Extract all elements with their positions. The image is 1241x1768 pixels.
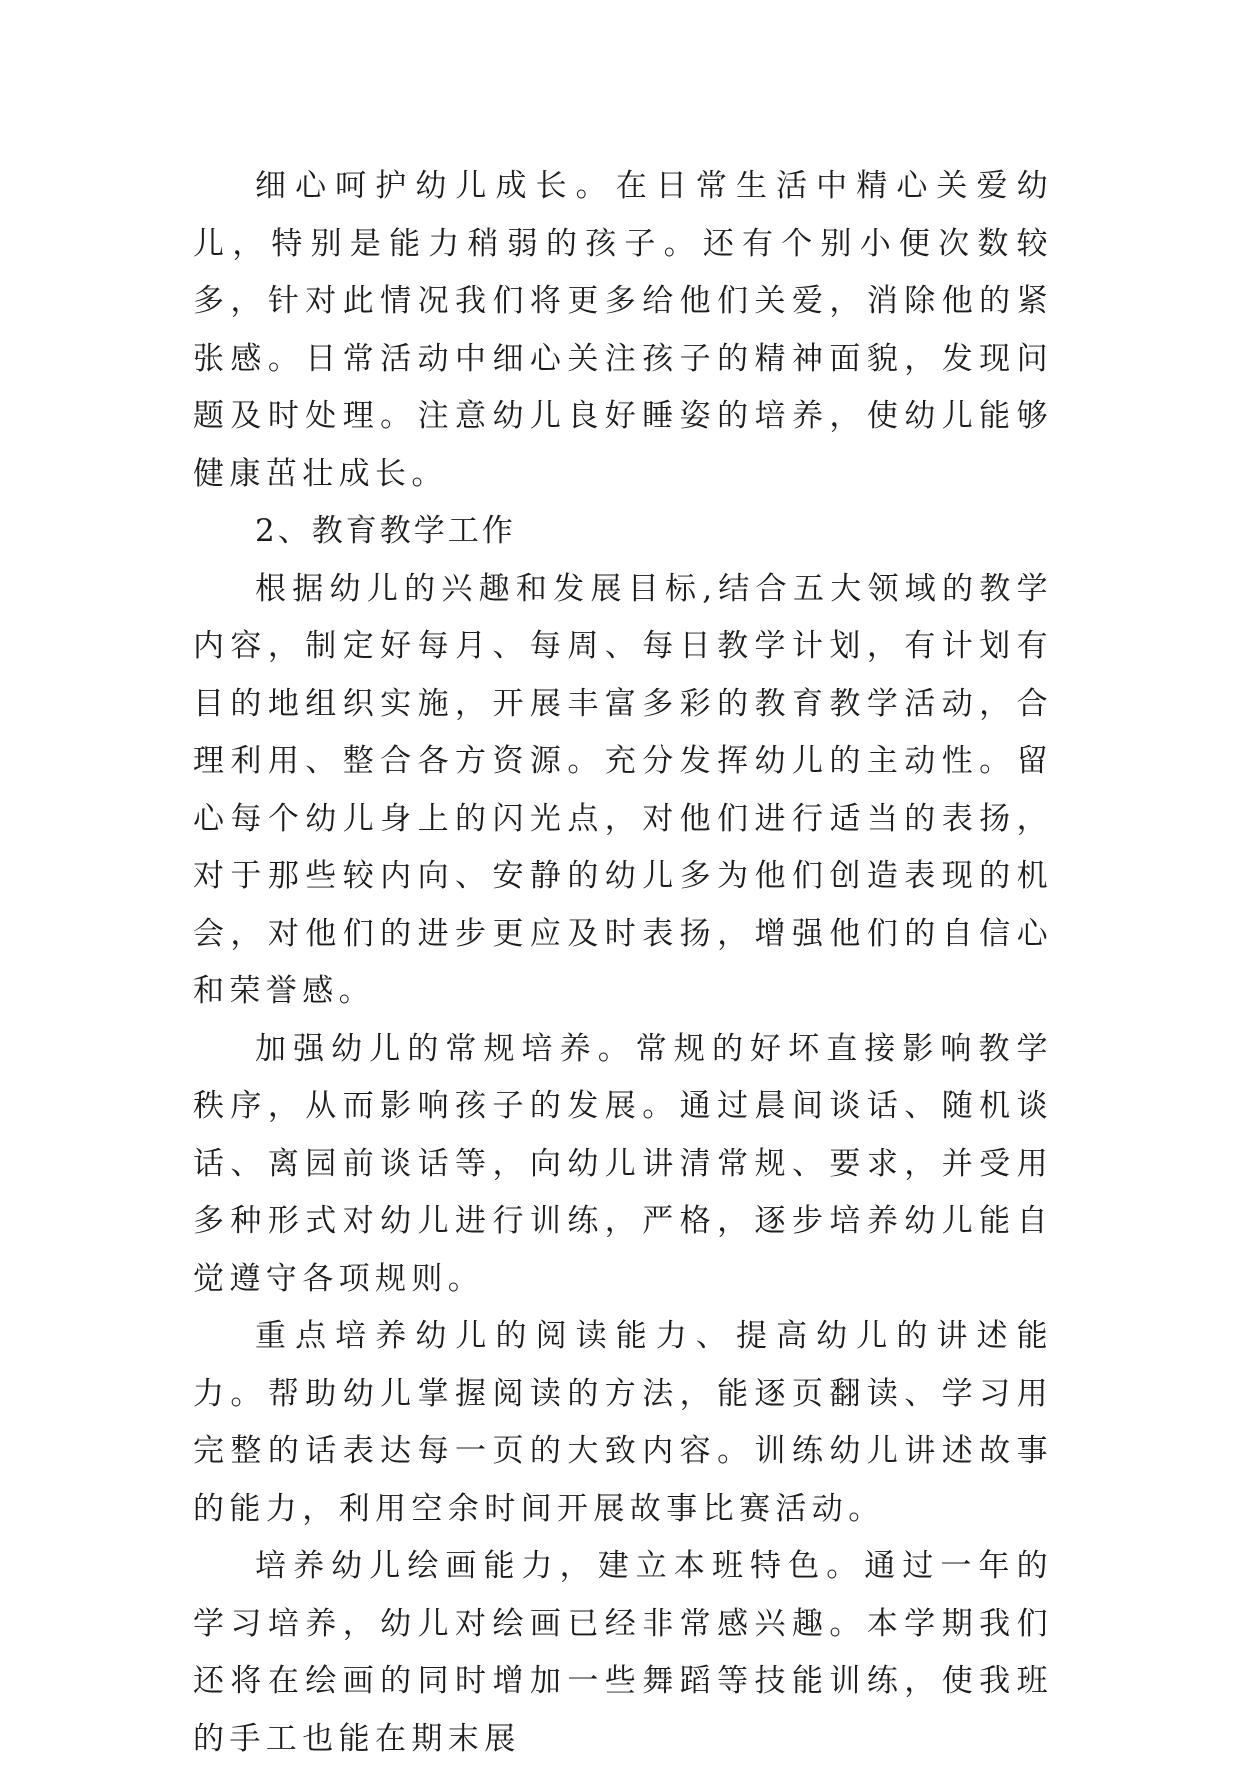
paragraph-drawing-ability: 培养幼儿绘画能力，建立本班特色。通过一年的学习培养，幼儿对绘画已经非常感兴趣。本学期我们还将在绘画的同时增加一些舞蹈等技能训练，使我班的手工也能在期末展 [193,1548,1053,1757]
section-heading-education: 2、教育教学工作 [255,513,516,549]
paragraph-routine-training: 加强幼儿的常规培养。常规的好坏直接影响教学秩序，从而影响孩子的发展。通过晨间谈话、随机谈话、离园前谈话等，向幼儿讲清常规、要求，并受用多种形式对幼儿进行训练，严格，逐步培养幼儿能自觉遵守各项规则。 [193,1030,1053,1297]
paragraph-teaching-plan: 根据幼儿的兴趣和发展目标,结合五大领域的教学内容，制定好每月、每周、每日教学计划，有计划有目的地组织实施，开展丰富多彩的教育教学活动，合理利用、整合各方资源。充分发挥幼儿的主动性。留心每个幼儿身上的闪光点，对他们进行适当的表扬，对于那些较内向、安静的幼儿多为他们创造表现的机会，对他们的进步更应及时表扬，增强他们的自信心和荣誉感。 [193,570,1053,1009]
paragraph-care: 细心呵护幼儿成长。在日常生活中精心关爱幼儿，特别是能力稍弱的孩子。还有个别小便次数较多，针对此情况我们将更多给他们关爱，消除他的紧张感。日常活动中细心关注孩子的精神面貌，发现问题及时处理。注意幼儿良好睡姿的培养，使幼儿能够健康茁壮成长。 [193,168,1053,492]
document-body [193,158,1053,1768]
paragraph-reading-ability: 重点培养幼儿的阅读能力、提高幼儿的讲述能力。帮助幼儿掌握阅读的方法，能逐页翻读、学习用完整的话表达每一页的大致内容。训练幼儿讲述故事的能力，利用空余时间开展故事比赛活动。 [193,1318,1053,1527]
